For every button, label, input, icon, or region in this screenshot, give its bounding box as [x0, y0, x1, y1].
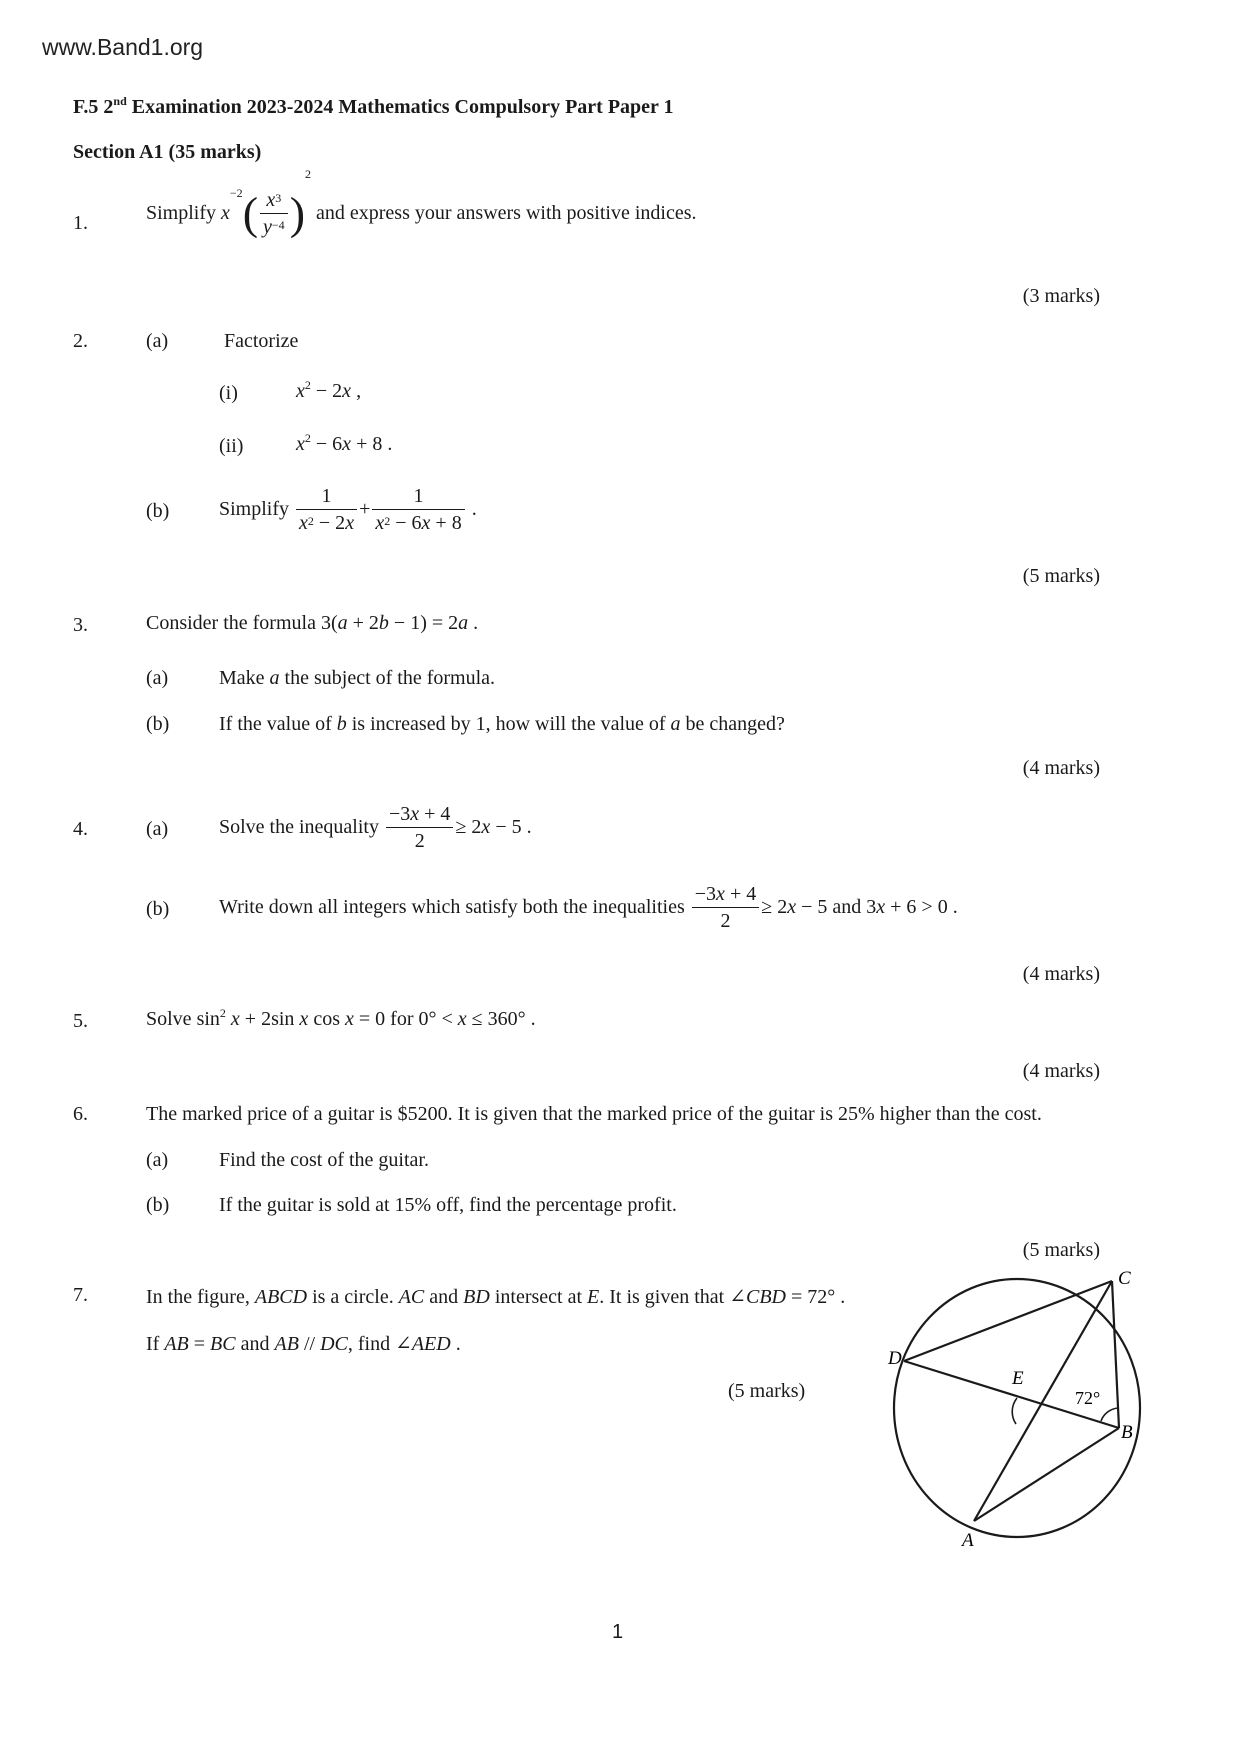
- q7-number: 7.: [73, 1284, 88, 1306]
- q2-ai-expr: $x^2 - 2x$ ,: [296, 378, 362, 402]
- q2-ai-label: (i): [219, 382, 238, 404]
- q6-b-text: If the guitar is sold at 15% off, find the percentage profit.: [219, 1194, 677, 1216]
- page-number: 1: [612, 1621, 624, 1643]
- q4-a-stem: Solve the inequality $\frac{-3x + 4}{2}$ ≥ 2x − 5 .: [219, 803, 532, 852]
- q7-line2: If AB = BC and AB // DC, find ∠AED .: [146, 1333, 461, 1355]
- q4-a-label: (a): [146, 818, 169, 840]
- q7-circle-figure: [880, 1270, 1150, 1570]
- label-a: A: [962, 1530, 974, 1551]
- site-url: www.Band1.org: [42, 34, 204, 60]
- q6-marks: (5 marks): [1022, 1239, 1100, 1261]
- q4-b-label: (b): [146, 898, 170, 920]
- q4-b-stem: Write down all integers which satisfy both the inequalities $\frac{-3x + 4}{2}$ ≥ 2x − 5 and 3x + 6 > 0 .: [219, 883, 958, 932]
- angle-72-label: 72°: [1075, 1388, 1101, 1408]
- q3-number: 3.: [73, 614, 88, 636]
- q4-marks: (4 marks): [1022, 963, 1100, 985]
- q2-marks: (5 marks): [1022, 565, 1100, 587]
- label-c: C: [1118, 1270, 1131, 1289]
- q6-a-label: (a): [146, 1149, 169, 1171]
- q4-number: 4.: [73, 818, 88, 840]
- q3-marks: (4 marks): [1022, 757, 1100, 779]
- q6-b-label: (b): [146, 1194, 170, 1216]
- q3-a-label: (a): [146, 667, 169, 689]
- q2-b-label: (b): [146, 500, 170, 522]
- q3-b-label: (b): [146, 713, 170, 735]
- angle-aed-arc: [1012, 1398, 1017, 1424]
- q1-stem: Simplify $x^{-2}$( $\frac{x^3}{y^{-4}}$ )$^2$ and express your answers with positive indices.: [146, 167, 697, 239]
- q3-a-text: Make a the subject of the formula.: [219, 667, 496, 689]
- q5-stem: Solve $\sin^2 x + 2\sin$ x cos x = 0 for 0° < x ≤ 360° .: [146, 1006, 536, 1030]
- q3-b-text: If the value of b is increased by 1, how will the value of a be changed?: [219, 713, 785, 735]
- segment-dc: [904, 1281, 1112, 1361]
- q6-stem: The marked price of a guitar is $5200. It is given that the marked price of the guitar is 25% higher than the cost.: [146, 1103, 1042, 1125]
- q3-stem: Consider the formula 3(a + 2b − 1) = 2a .: [146, 612, 479, 634]
- q5-number: 5.: [73, 1010, 88, 1032]
- angle-cbd-arc: [1101, 1408, 1118, 1421]
- q2-a-text: Factorize: [224, 330, 299, 352]
- q2-aii-expr: $x^2 - 6x + 8$ .: [296, 431, 393, 455]
- q1-marks: (3 marks): [1022, 285, 1100, 307]
- q2-number: 2.: [73, 330, 88, 352]
- segment-cb: [1112, 1281, 1119, 1428]
- q6-a-text: Find the cost of the guitar.: [219, 1149, 429, 1171]
- q6-number: 6.: [73, 1103, 88, 1125]
- q1-number: 1.: [73, 212, 88, 234]
- q5-marks: (4 marks): [1022, 1060, 1100, 1082]
- q2-b-stem: Simplify $\frac{1}{x^2 - 2x}$ + $\frac{1}{x^2 - 6x + 8}$ .: [219, 485, 477, 534]
- label-d: D: [888, 1348, 902, 1369]
- label-e: E: [1012, 1368, 1024, 1389]
- q2-aii-label: (ii): [219, 435, 244, 457]
- label-b: B: [1121, 1422, 1133, 1443]
- section-heading: Section A1 (35 marks): [73, 141, 262, 163]
- q7-marks: (5 marks): [728, 1380, 806, 1402]
- q7-line1: In the figure, ABCD is a circle. AC and BD intersect at E. It is given that ∠CBD = 72° .: [146, 1286, 846, 1308]
- q2-a-label: (a): [146, 330, 169, 352]
- exam-title: F.5 2nd Examination 2023-2024 Mathematics Compulsory Part Paper 1: [73, 94, 674, 118]
